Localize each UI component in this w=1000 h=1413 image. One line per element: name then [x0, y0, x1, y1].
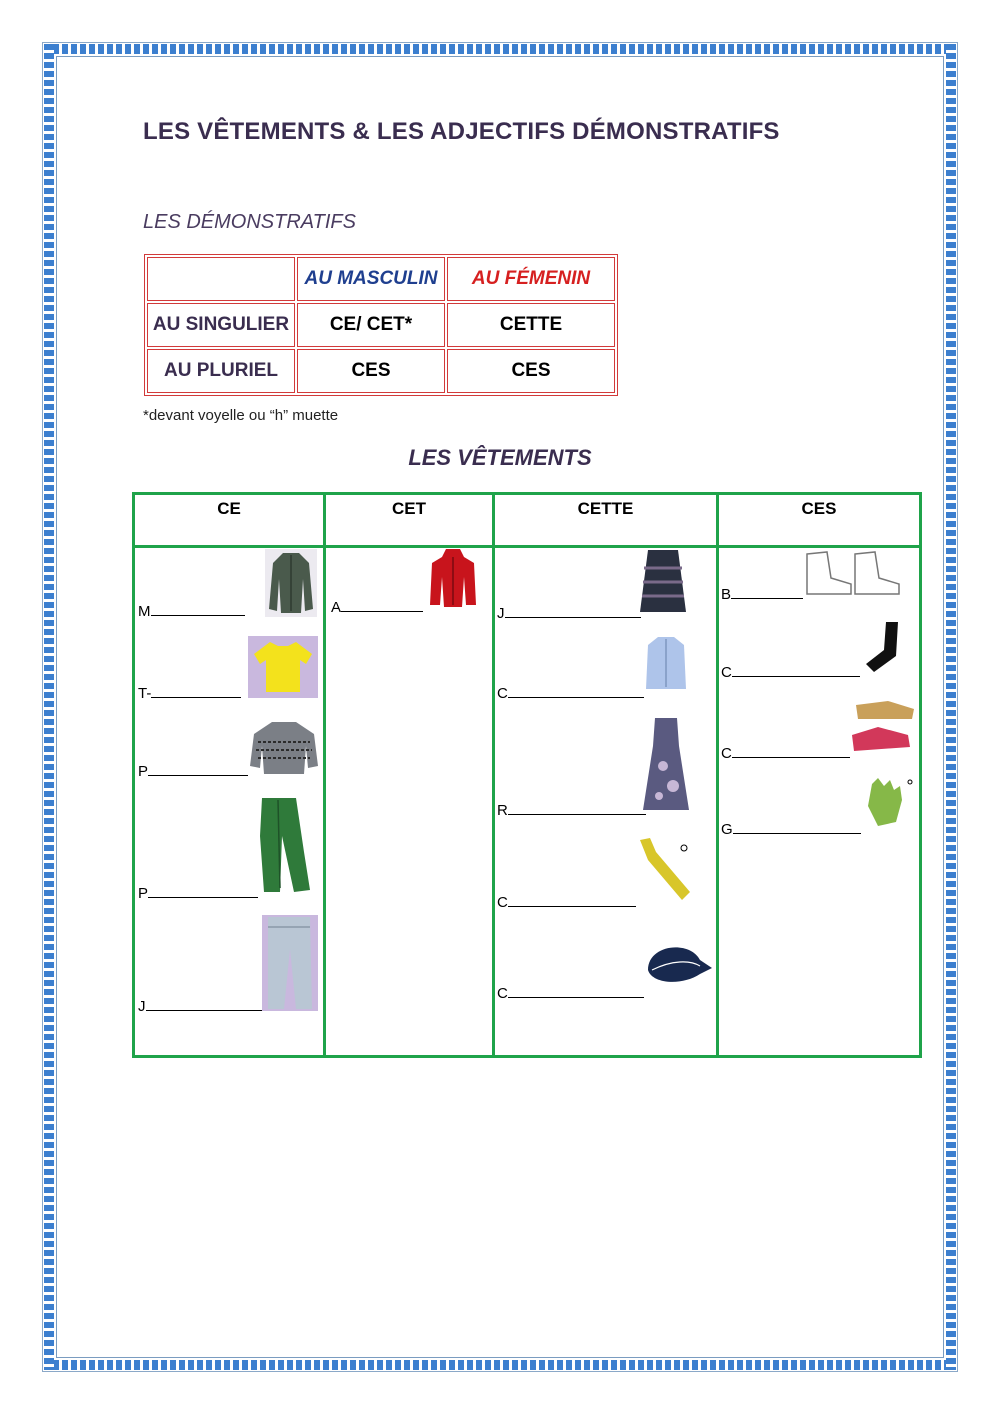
item-letter: J [497, 605, 505, 622]
answer-item [138, 683, 241, 702]
answer-blank[interactable] [732, 662, 860, 677]
row-label: AU SINGULIER [147, 303, 295, 347]
item-letter: G [721, 821, 733, 838]
cell-masc: CES [297, 349, 445, 393]
page-border-top [44, 44, 956, 54]
answer-blank[interactable] [731, 584, 803, 599]
row-label: AU PLURIEL [147, 349, 295, 393]
item-letter: J [138, 998, 146, 1015]
answer-blank[interactable] [508, 800, 646, 815]
item-letter: C [497, 685, 508, 702]
answer-item [497, 683, 644, 702]
item-letter: B [721, 586, 732, 603]
answer-blank[interactable] [505, 603, 641, 618]
answer-item [721, 584, 803, 603]
page-border-bottom [44, 1360, 956, 1370]
answer-item [497, 892, 636, 911]
item-letter: R [497, 802, 508, 819]
answer-item [138, 601, 245, 620]
column-header-ce: CE [217, 499, 241, 518]
table-row [147, 303, 615, 347]
answer-blank[interactable] [733, 819, 861, 834]
item-letter: P [138, 763, 149, 780]
answer-blank[interactable] [146, 996, 264, 1011]
anorak-icon [428, 547, 478, 609]
shoes-icon [848, 695, 918, 757]
boots-icon [803, 548, 903, 598]
answer-item [721, 662, 860, 681]
answer-item [497, 983, 644, 1002]
page-border-right [946, 44, 956, 1370]
header-feminin: AU FÉMENIN [447, 257, 615, 301]
answer-item [721, 819, 861, 838]
column-header-cette: CETTE [577, 499, 634, 518]
skirt-icon [640, 548, 686, 614]
answer-item [497, 800, 646, 819]
gloves-icon [862, 776, 914, 830]
answer-blank[interactable] [508, 892, 636, 907]
cell-fem: CES [447, 349, 615, 393]
answer-blank[interactable] [732, 743, 850, 758]
column-header-ces: CES [801, 499, 837, 518]
answer-blank[interactable] [341, 597, 423, 612]
column-divider [323, 495, 326, 1055]
answer-blank[interactable] [508, 983, 644, 998]
item-letter: C [721, 664, 732, 681]
empty-cell [147, 257, 295, 301]
footnote: *devant voyelle ou “h” muette [143, 407, 339, 424]
page-border-left [44, 44, 54, 1370]
table-row [147, 349, 615, 393]
item-letter: C [497, 985, 508, 1002]
shirt-icon [644, 635, 688, 693]
page-title: LES VÊTEMENTS & LES ADJECTIFS DÉMONSTRATIFS [143, 118, 780, 145]
vetements-heading: LES VÊTEMENTS [408, 445, 592, 470]
column-divider [716, 495, 719, 1055]
sweater-icon [248, 716, 320, 778]
tshirt-icon [248, 636, 318, 698]
cap-icon [642, 930, 714, 988]
answer-item [721, 743, 850, 762]
item-letter: M [138, 603, 151, 620]
table-row [147, 257, 615, 301]
answer-item [138, 761, 248, 780]
answer-item [138, 883, 258, 902]
answer-blank[interactable] [151, 683, 241, 698]
answer-blank[interactable] [151, 601, 245, 616]
tie-icon [634, 838, 694, 902]
item-letter: C [497, 894, 508, 911]
answer-blank[interactable] [148, 883, 258, 898]
header-masculin: AU MASCULIN [297, 257, 445, 301]
answer-item [138, 996, 264, 1015]
coat-icon [265, 549, 317, 617]
answer-blank[interactable] [508, 683, 644, 698]
trousers-icon [256, 796, 312, 896]
item-letter: P [138, 885, 149, 902]
column-divider [492, 495, 495, 1055]
column-header-cet: CET [392, 499, 426, 518]
answer-blank[interactable] [148, 761, 248, 776]
demonstratifs-heading: LES DÉMONSTRATIFS [143, 211, 356, 233]
header-divider [135, 545, 919, 548]
answer-item [331, 597, 423, 616]
jeans-icon [262, 915, 318, 1011]
dress-icon [643, 716, 689, 812]
item-letter: C [721, 745, 732, 762]
demonstratifs-table [144, 254, 618, 396]
cell-fem: CETTE [447, 303, 615, 347]
cell-masc: CE/ CET* [297, 303, 445, 347]
item-letter: T- [138, 685, 152, 702]
answer-item [497, 603, 641, 622]
item-letter: A [331, 599, 342, 616]
socks-icon [858, 620, 908, 676]
